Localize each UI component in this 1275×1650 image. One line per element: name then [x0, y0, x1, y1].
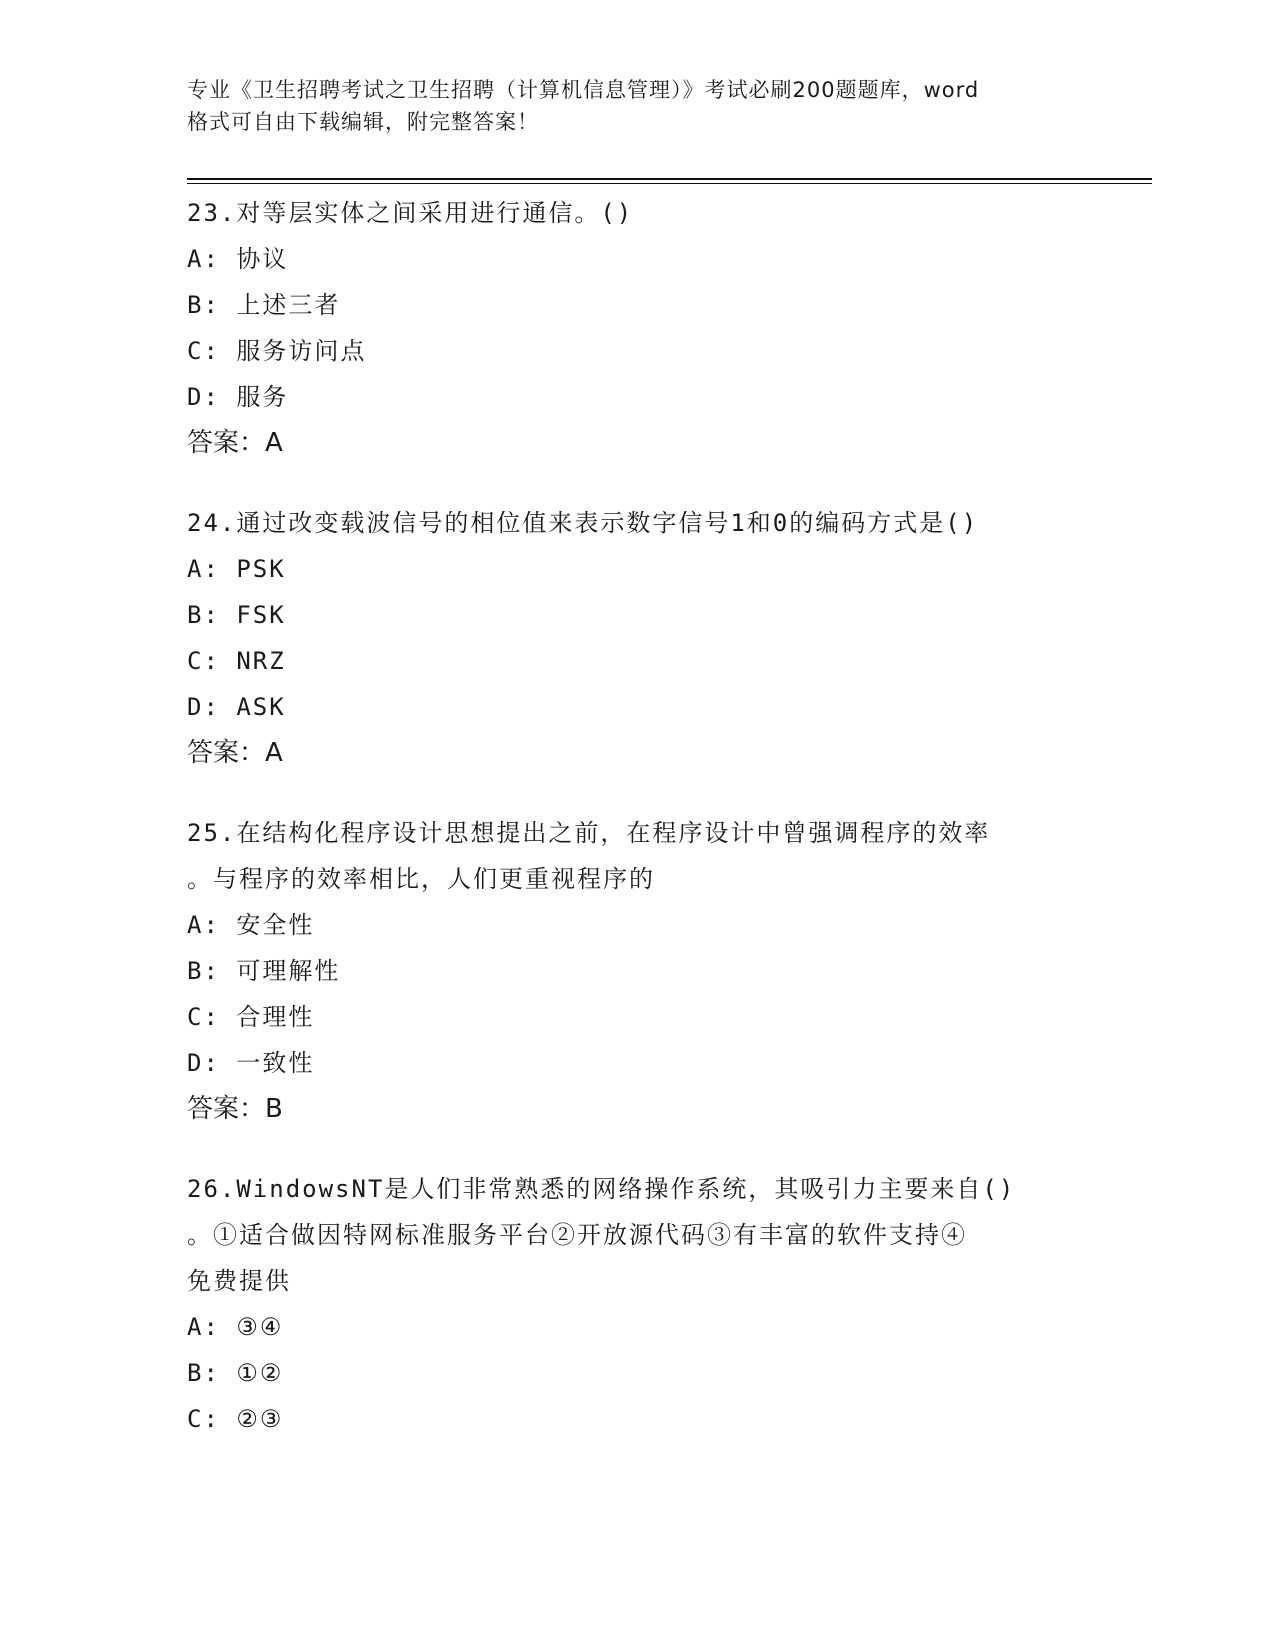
option-b: B: ①② [187, 1359, 284, 1387]
header-title-line-1: 专业《卫生招聘考试之卫生招聘（计算机信息管理）》考试必刷200题题库，word [187, 78, 980, 102]
option-a: A: 协议 [187, 245, 289, 273]
question-text: 23.对等层实体之间采用进行通信。() [187, 199, 634, 227]
question-item [187, 1166, 1087, 1442]
option-c: C: NRZ [187, 647, 286, 675]
option-c: C: 服务访问点 [187, 337, 367, 365]
question-text: 25.在结构化程序设计思想提出之前，在程序设计中曾强调程序的效率 。与程序的效率相比，人们更重视程序的 [187, 819, 991, 893]
option-b: B: 可理解性 [187, 957, 341, 985]
option-c: C: 合理性 [187, 1003, 315, 1031]
option-c: C: ②③ [187, 1405, 284, 1433]
question-item [187, 190, 1087, 466]
header-divider-thin [187, 183, 1152, 184]
answer-line: 答案：A [187, 428, 283, 458]
question-text: 24.通过改变载波信号的相位值来表示数字信号1和0的编码方式是() [187, 509, 979, 537]
question-text: 26.WindowsNT是人们非常熟悉的网络操作系统，其吸引力主要来自() 。①适合做因特网标准服务平台②开放源代码③有丰富的软件支持④ 免费提供 [187, 1175, 1016, 1295]
question-list [187, 190, 1087, 1476]
answer-line: 答案：A [187, 738, 283, 768]
option-d: D: ASK [187, 693, 286, 721]
option-a: A: 安全性 [187, 911, 315, 939]
answer-line: 答案：B [187, 1094, 283, 1124]
header-divider-thick [187, 178, 1152, 180]
question-item [187, 810, 1087, 1132]
option-b: B: 上述三者 [187, 291, 341, 319]
option-a: A: PSK [187, 555, 286, 583]
option-a: A: ③④ [187, 1313, 284, 1341]
document-header [187, 74, 1087, 138]
question-item [187, 500, 1087, 776]
option-b: B: FSK [187, 601, 286, 629]
option-d: D: 服务 [187, 383, 289, 411]
header-title-line-2: 格式可自由下载编辑，附完整答案！ [187, 110, 539, 134]
option-d: D: 一致性 [187, 1049, 315, 1077]
